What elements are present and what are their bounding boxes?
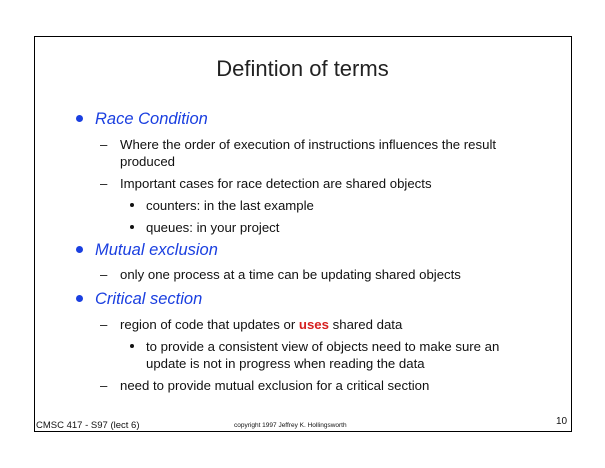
dash-icon: –: [100, 267, 108, 282]
term-label: Race Condition: [95, 110, 208, 128]
dash-icon: –: [100, 176, 108, 191]
subpoint-consistent-view: [130, 338, 540, 372]
bullet-icon: [76, 295, 83, 302]
point-text-before: region of code that updates or: [120, 317, 296, 332]
dash-icon: –: [100, 137, 108, 152]
footer-course: CMSC 417 - S97 (lect 6): [36, 420, 140, 431]
term-label: Mutual exclusion: [95, 241, 218, 259]
footer-copyright: copyright 1997 Jeffrey K. Hollingsworth: [234, 422, 347, 429]
subpoint-text: to provide a consistent view of objects need to make sure an update is not in progress when reading the data: [146, 339, 500, 371]
point-text: Important cases for race detection are shared objects: [120, 176, 432, 191]
point-race-shared-objects: [100, 175, 540, 192]
bullet-icon: [130, 344, 134, 348]
term-label: Critical section: [95, 290, 203, 308]
bullet-icon: [76, 246, 83, 253]
point-critical-mutex: [100, 377, 540, 394]
term-critical-section: [76, 290, 202, 309]
point-text: only one process at a time can be updating shared objects: [120, 267, 461, 282]
point-mutex-one-process: [100, 266, 540, 283]
dash-icon: –: [100, 317, 108, 332]
dash-icon: –: [100, 378, 108, 393]
term-mutual-exclusion: [76, 241, 218, 260]
bullet-icon: [130, 225, 134, 229]
term-race-condition: [76, 110, 208, 129]
subpoint-text: counters: in the last example: [146, 198, 314, 213]
bullet-icon: [130, 203, 134, 207]
bullet-icon: [76, 115, 83, 122]
point-critical-region: [100, 316, 540, 333]
emphasis-uses: uses: [298, 317, 329, 332]
point-text: need to provide mutual exclusion for a critical section: [120, 378, 430, 393]
subpoint-counters: [130, 197, 540, 214]
footer-page-number: 10: [556, 416, 568, 427]
subpoint-text: queues: in your project: [146, 220, 280, 235]
slide-title: Defintion of terms: [216, 56, 389, 81]
subpoint-queues: [130, 219, 540, 236]
point-text-after: shared data: [332, 317, 403, 332]
point-text: Where the order of execution of instructions influences the result produced: [120, 137, 497, 169]
point-text: [120, 316, 540, 333]
point-race-order: [100, 136, 540, 170]
